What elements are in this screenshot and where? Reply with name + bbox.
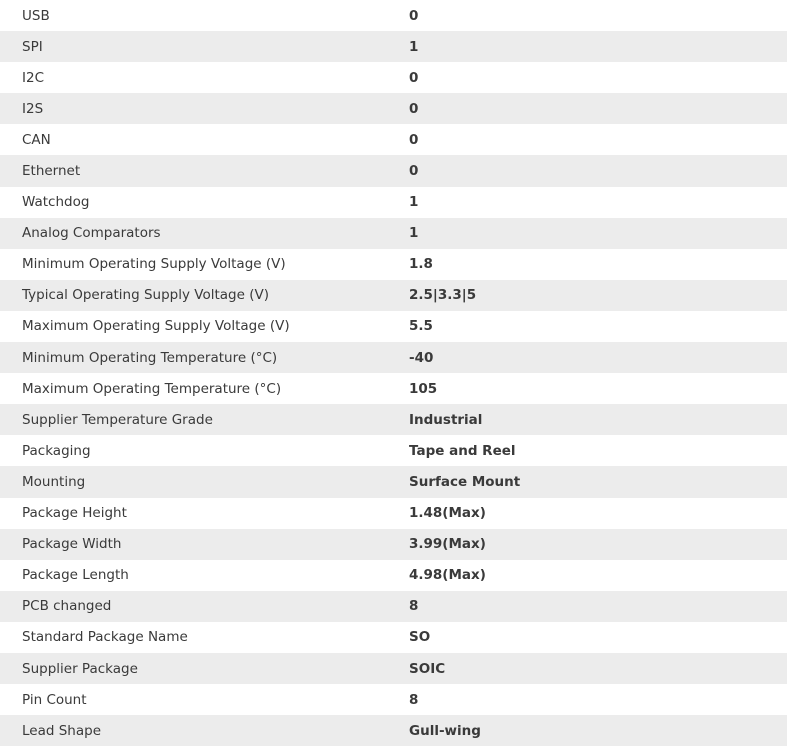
spec-name: Pin Count (22, 691, 87, 708)
spec-value: 3.99(Max) (409, 536, 486, 553)
spec-value: 8 (409, 691, 419, 708)
spec-name: Analog Comparators (22, 225, 161, 242)
table-row (0, 715, 787, 746)
spec-value: 1 (409, 38, 419, 55)
spec-name: Supplier Temperature Grade (22, 411, 213, 428)
spec-value: 5.5 (409, 318, 433, 335)
table-row (0, 187, 787, 218)
spec-value: SO (409, 629, 431, 646)
spec-value: Gull-wing (409, 722, 481, 739)
spec-name: I2C (22, 69, 44, 86)
table-row (0, 435, 787, 466)
spec-name: Supplier Package (22, 660, 138, 677)
spec-name: Maximum Operating Supply Voltage (V) (22, 318, 290, 335)
spec-value: 0 (409, 163, 419, 180)
spec-name: Watchdog (22, 194, 90, 211)
table-row (0, 93, 787, 124)
spec-name: Package Width (22, 536, 122, 553)
spec-name: Ethernet (22, 163, 81, 180)
spec-value: Tape and Reel (409, 442, 516, 459)
table-row (0, 404, 787, 435)
table-row (0, 124, 787, 155)
table-row (0, 249, 787, 280)
spec-value: Industrial (409, 411, 483, 428)
table-row (0, 31, 787, 62)
table-row (0, 622, 787, 653)
table-row (0, 653, 787, 684)
spec-name: PCB changed (22, 598, 112, 615)
table-row (0, 218, 787, 249)
table-row (0, 280, 787, 311)
table-row (0, 155, 787, 186)
spec-value: Surface Mount (409, 473, 521, 490)
spec-value: 0 (409, 7, 419, 24)
spec-value: 8 (409, 598, 419, 615)
spec-value: -40 (409, 349, 434, 366)
table-row (0, 373, 787, 404)
table-row (0, 62, 787, 93)
spec-value: 4.98(Max) (409, 567, 486, 584)
spec-name: Package Length (22, 567, 129, 584)
spec-value: 1.48(Max) (409, 505, 486, 522)
spec-value: 2.5|3.3|5 (409, 287, 477, 304)
spec-value: 0 (409, 131, 419, 148)
spec-name: SPI (22, 38, 43, 55)
spec-name: Packaging (22, 442, 91, 459)
table-row (0, 498, 787, 529)
spec-name: Package Height (22, 505, 127, 522)
spec-name: USB (22, 7, 50, 24)
spec-value: SOIC (409, 660, 446, 677)
spec-value: 0 (409, 100, 419, 117)
spec-value: 1 (409, 194, 419, 211)
spec-name: Standard Package Name (22, 629, 188, 646)
table-row (0, 342, 787, 373)
spec-name: Mounting (22, 473, 86, 490)
spec-name: Minimum Operating Temperature (°C) (22, 349, 278, 366)
table-row (0, 529, 787, 560)
table-row (0, 591, 787, 622)
table-row (0, 684, 787, 715)
spec-name: Maximum Operating Temperature (°C) (22, 380, 282, 397)
spec-name: Typical Operating Supply Voltage (V) (22, 287, 269, 304)
spec-value: 105 (409, 380, 438, 397)
table-row (0, 560, 787, 591)
spec-value: 0 (409, 69, 419, 86)
table-row (0, 0, 787, 31)
spec-value: 1.8 (409, 256, 433, 273)
table-row (0, 466, 787, 497)
spec-name: CAN (22, 131, 51, 148)
spec-name: Minimum Operating Supply Voltage (V) (22, 256, 286, 273)
spec-name: Lead Shape (22, 722, 101, 739)
spec-name: I2S (22, 100, 44, 117)
table-row (0, 311, 787, 342)
spec-value: 1 (409, 225, 419, 242)
